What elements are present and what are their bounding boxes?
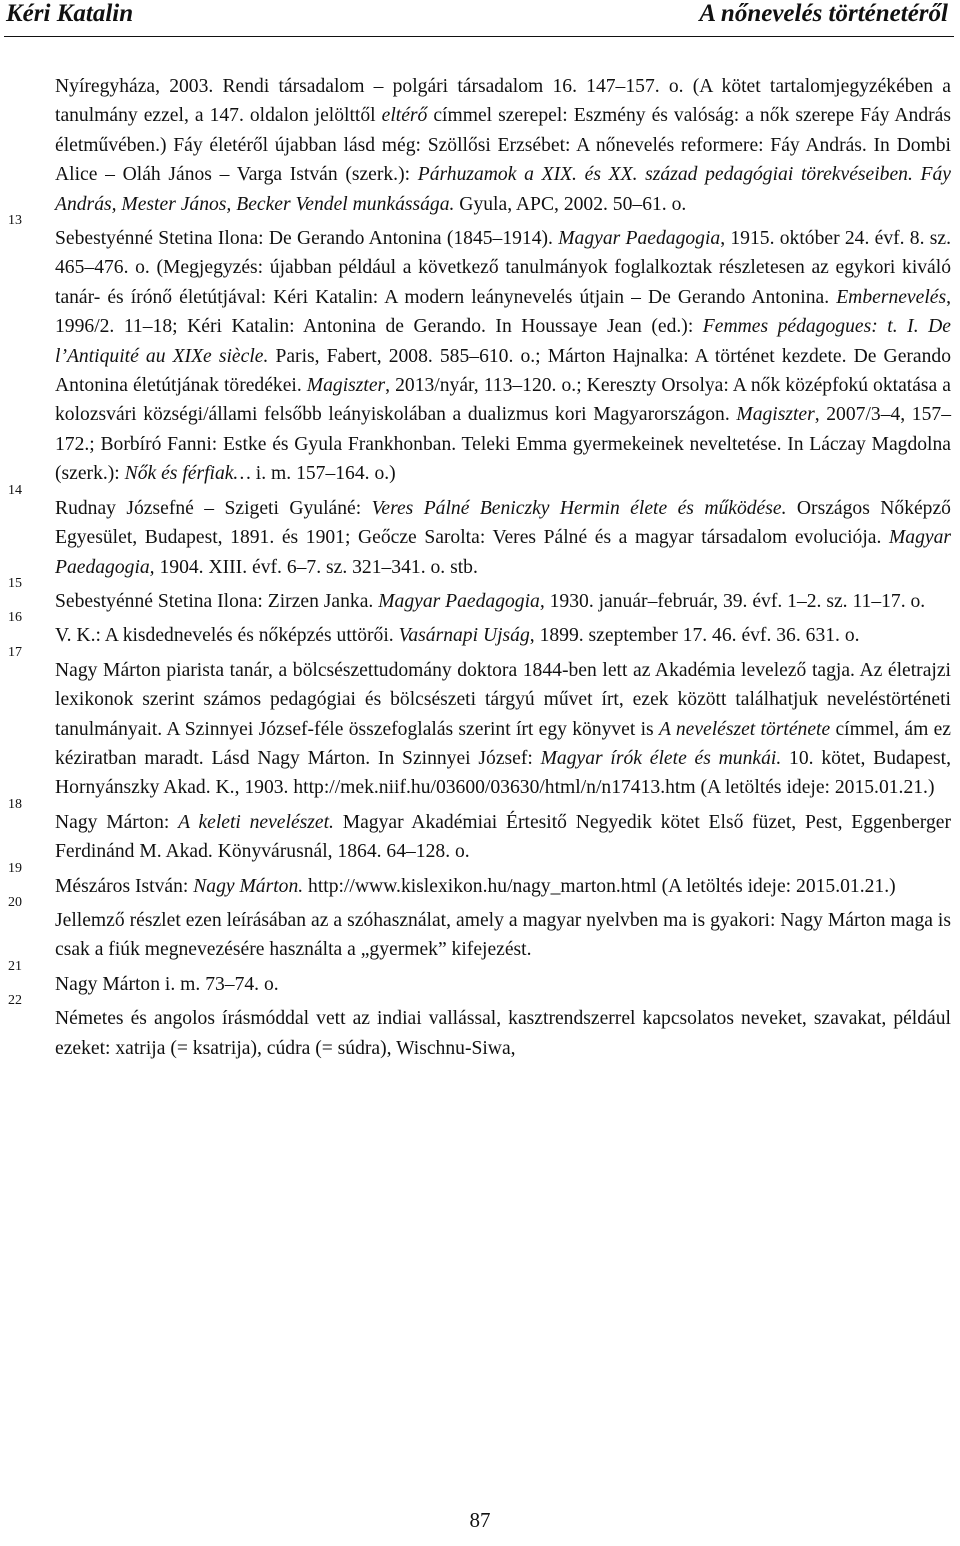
footnote-number: 15 — [8, 575, 22, 591]
footnote-15 — [0, 575, 951, 616]
footnote-19 — [0, 860, 951, 901]
text-run: Nagy Márton: — [55, 811, 179, 833]
text-run: Jellemző részlet ezen leírásában az a szóhasználat, amely a magyar nyelvben ma is gyakori: Nagy Márton maga is csak a fiúk megnevezésére használta a „gyermek” kifejezést. — [55, 909, 951, 961]
text-run: Nyíregyháza, 2003. Rendi társadalom – polgári társadalom 16. 147–157. o. (A kötet tartalomjegyzékében a tanulmány ezzel, a 147. oldalon jelölttől — [55, 76, 951, 127]
footnote-number: 18 — [8, 796, 22, 812]
footnotes — [0, 72, 960, 1063]
text-run: , 1899. szeptember 17. 46. évf. 36. 631. o. — [529, 625, 860, 647]
text-run: címmel szerepel: Eszmény és valóság: a nők szerepe Fáy András életművében.) Fáy életéről újabban lásd még: Szöllősi Erzsébet: A nőnevelés reformere: Fáy András. In Dombi Alice – Oláh János – Varga István (szerk.): — [55, 105, 951, 186]
footnote-21 — [0, 958, 951, 999]
text-run: V. K.: A kisdednevelés és nőképzés uttörői. — [55, 625, 399, 647]
text-run: , 2013/nyár, 113–120. o.; Kereszty Orsolya: A nők középfokú oktatása a kolozsvári községi/állami felsőbb leányiskolában a dualizmus kori Magyarországon. — [55, 375, 951, 426]
footnote-text — [55, 621, 951, 650]
footnote-number: 20 — [8, 894, 22, 910]
footnote-16 — [0, 610, 951, 650]
italic-text: Magiszter — [306, 375, 386, 397]
text-run: Németes és angolos írásmóddal vett az indiai vallással, kasztrendszerrel kapcsolatos neveket, szavakat, például ezeket: xatrija (= ksatrija), cúdra (= súdra), Wischnu-Siwa, — [55, 1008, 951, 1059]
text-run: Magyar Akadémiai Értesitő Negyedik kötet Első füzet, Pest, Eggenberger Ferdinánd M. Akad. Könyvárusnál, 1864. 64–128. o. — [55, 811, 951, 863]
text-run: címmel, ám ez kéziratban maradt. Lásd Nagy Márton. In Szinnyei József: — [55, 718, 951, 769]
footnote-text — [55, 808, 951, 867]
text-run: Nagy Márton piarista tanár, a bölcsészettudomány doktora 1844-ben lett az Akadémia levelező tagja. Az életrajzi lexikonok szerint számos pedagógiai és bölcsészeti tárgyú művet írt, ezek között találhatjuk neveléstörténeti tanulmányait. A Szinnyei József-féle összefoglalás szerint írt egy könyvet is — [55, 659, 951, 740]
text-run: Sebestyénné Stetina Ilona: Zirzen Janka. — [55, 590, 379, 612]
text-run: Országos Nőképző Egyesület, Budapest, 1891. és 1901; Geőcze Sarolta: Veres Pálné és a magyar társadalom evoluciója. — [55, 497, 951, 549]
footnote-18 — [0, 796, 951, 867]
header-title: A nőnevelés történetéről — [699, 0, 948, 27]
italic-text: Magyar Paedagogia — [558, 228, 721, 250]
footnote-number: 19 — [8, 860, 22, 876]
italic-text: Magiszter — [736, 404, 815, 426]
footnote-number: 17 — [8, 644, 22, 660]
footnote-text — [55, 1004, 951, 1063]
footnote-text — [55, 656, 951, 803]
footnote-text — [55, 494, 951, 582]
footnote-22 — [0, 993, 951, 1063]
italic-text: Magyar Paedagogia, — [378, 590, 545, 612]
italic-text: eltérő — [381, 105, 428, 127]
text-run: Gyula, APC, 2002. 50–61. o. — [454, 193, 687, 215]
header-author: Kéri Katalin — [6, 0, 134, 27]
footnote-text — [55, 224, 951, 489]
footnote-text — [55, 587, 951, 616]
footnote-text — [55, 906, 951, 965]
footnote-20 — [0, 894, 951, 965]
italic-text: Veres Pálné Beniczky Hermin élete és működése. — [371, 497, 787, 519]
text-run: http://www.kislexikon.hu/nagy_marton.html (A letöltés ideje: 2015.01.21.) — [303, 875, 896, 897]
text-run: Paris, Fabert, 2008. 585–610. o.; Márton Hajnalka: A történet kezdete. De Gerando Antonina életútjának töredékei. — [55, 345, 951, 397]
italic-text: Magyar Paedagogia, — [55, 527, 951, 578]
text-run: Sebestyénné Stetina Ilona: De Gerando Antonina (1845–1914). — [55, 228, 559, 250]
footnote-number: 21 — [8, 958, 22, 974]
text-run: i. m. 157–164. o.) — [250, 463, 396, 485]
footnote-17 — [0, 644, 952, 803]
footnote-number: 16 — [8, 610, 22, 626]
footnote-continuation — [0, 72, 951, 219]
text-run: Mészáros István: — [55, 875, 194, 897]
footnote-number: 14 — [8, 482, 22, 498]
text-run: Nagy Márton i. m. 73–74. o. — [55, 973, 279, 995]
text-run: , 1915. október 24. évf. 8. sz. 465–476. o. (Megjegyzés: újabban például a következő tanulmányok foglalkoztak részletesen az egykori kiváló tanár- és írónő életútjával: Kéri Katalin: A modern leánynevelés útjain – De Gerando Antonina. — [55, 228, 951, 308]
text-run: 1904. XIII. évf. 6–7. sz. 321–341. o. stb. — [154, 556, 478, 578]
italic-text: Embernevelés — [836, 286, 947, 308]
italic-text: Femmes pédagogues: t. I. De l’Antiquité au XIXe siècle. — [55, 316, 951, 367]
text-run: 1930. január–február, 39. évf. 1–2. sz. 11–17. o. — [544, 590, 926, 612]
footnote-number: 13 — [8, 213, 22, 229]
italic-text: Nagy Márton. — [193, 875, 304, 897]
text-run: Rudnay Józsefné – Szigeti Gyuláné: — [55, 497, 372, 519]
footnote-text — [55, 872, 951, 901]
running-header — [0, 0, 960, 36]
header-rule — [4, 36, 954, 37]
italic-text: Magyar írók élete és munkái. — [540, 747, 782, 769]
footnote-text — [55, 72, 951, 219]
italic-text: A nevelészet története — [658, 718, 831, 740]
page-number: 87 — [469, 1508, 491, 1532]
footnote-number: 22 — [8, 993, 22, 1009]
italic-text: Vasárnapi Ujság — [398, 625, 530, 647]
text-run: 10. kötet, Budapest, Hornyánszky Akad. K., 1903. http://mek.niif.hu/03600/03630/html/n/n17413.htm (A letöltés ideje: 2015.01.21.) — [55, 747, 952, 799]
footnote-14 — [0, 482, 951, 582]
footnote-text — [55, 970, 951, 999]
footnote-13 — [0, 213, 951, 489]
italic-text: Nők és férfiak… — [124, 463, 251, 485]
italic-text: A keleti nevelészet. — [178, 811, 334, 833]
text-run: , 2007/3–4, 157–172.; Borbíró Fanni: Estke és Gyula Frankhonban. Teleki Emma gyermekeinek neveltetése. In Láczay Magdolna (szerk.): — [55, 404, 951, 485]
text-run: , 1996/2. 11–18; Kéri Katalin: Antonina de Gerando. In Houssaye Jean (ed.): — [55, 286, 951, 338]
italic-text: Párhuzamok a XIX. és XX. század pedagógiai törekvéseiben. Fáy András, Mester János, Becker Vendel munkássága. — [55, 164, 951, 215]
